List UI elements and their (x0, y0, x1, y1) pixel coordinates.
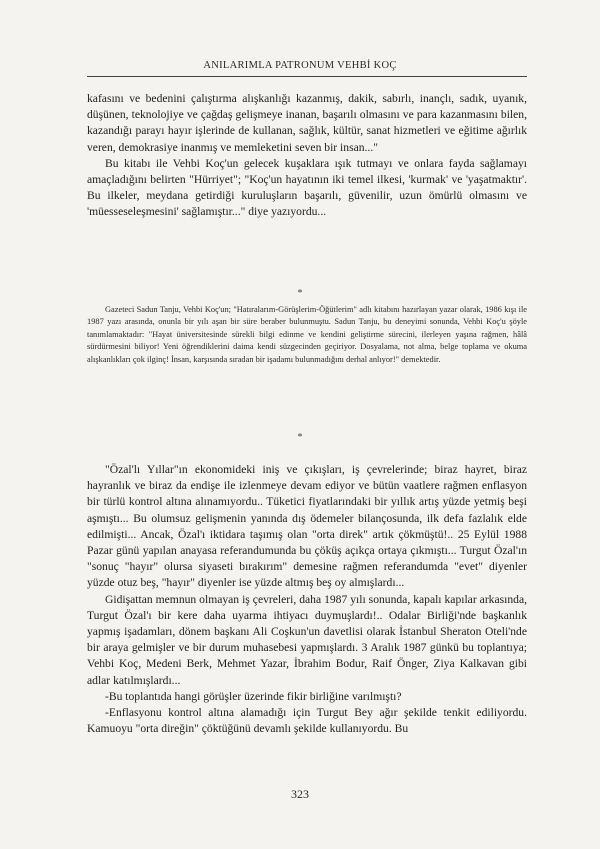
running-head: ANILARIMLA PATRONUM VEHBİ KOÇ (203, 60, 397, 71)
footnote-text: Gazeteci Sadun Tanju, Vehbi Koç'un; "Hatıralarım-Görüşlerim-Öğütlerim" adlı kitabını hazırlayan yazar olarak, 1986 kışı ile 1987 yazı arasında, onunla bir yılı aşan bir süre beraber bulunmuştu. Sadun Tanju, bu deneyimi sonunda, Vehbi Koç'u şöyle tanımlamaktadır: "Hayat üniversitesinde sürekli bilgi edinme ve kendini geliştirme sürecini, ilerleyen yaşına rağmen, hâlâ sürdürmesini biliyor! Yeni öğrendiklerini daima kendi süzgecinden geçiriyor. Dosyalama, not alma, belge toplama ve okuma alışkanlıkları çok ilginç! İnsan, karşısında sıradan bir işadamı bulunmadığını derhal anlıyor!" demektedir. (87, 305, 527, 364)
paragraph: "Özal'lı Yıllar"ın ekonomideki iniş ve çıkışları, iş çevrelerinde; biraz hayret, biraz hayranlık ve biraz da endişe ile izlenmeye devam ediyor ve bütün vaatlere rağmen enflasyon bir türlü kontrol altına alınamıyordu.. Tüketici fiyatlarındaki bir yıllık artış yüzde yetmiş beşi aşmıştı... Bu olumsuz gelişmenin yanında dış ödemeler bilançosunda, ilk defa fazlalık elde edilmişti... Ancak, Özal'ı iktidara taşımış olan "orta direk" artık çökmüştü!.. 25 Eylül 1988 Pazar günü yapılan anayasa referandumunda bu çöküş açıkça ortaya çıkmıştı... Turgut Özal'ın "sonuç "hayır" olursa siyaseti bırakırım" demesine rağmen referandumda "evet" diyenler yüzde otuz beş, "hayır" diyenler ise yüzde altmış beş oy almışlardı... (87, 463, 527, 590)
body-text-bottom (87, 462, 527, 737)
header-rule (87, 76, 527, 77)
paragraph: -Bu toplantıda hangi görüşler üzerinde fikir birliğine varılmıştı? (105, 689, 402, 703)
page-number: 323 (291, 787, 309, 801)
paragraph: Gidişattan memnun olmayan iş çevreleri, daha 1987 yılı sonunda, kapalı kapılar arkasında, Turgut Özal'ı bir kere daha uyarma ihtiyacı duymuşlardı!.. Odalar Birliği'nde başkanlık yapmış işadamları, dönem başkanı Ali Coşkun'un davetlisi olarak İstanbul Sheraton Oteli'nde bir araya gelmişler ve bir durum muhasebesi yapmışlardı. 3 Aralık 1987 günkü bu toplantıya; Vehbi Koç, Medeni Berk, Mehmet Yazar, İbrahim Bodur, Raif Önger, Ziya Kalkavan gibi adlar katılmışlardı... (87, 592, 527, 687)
paragraph: kafasını ve bedenini çalıştırma alışkanlığı kazanmış, dakik, sabırlı, inançlı, sadık, uyanık, düşünen, teknolojiye ve çağdaş gelişmeye inanan, başarılı olmasını ve para kazanmasını bilen, kazandığı parayı hayır işlerinde de kullanan, sağlık, kültür, sanat hizmetleri ve eğitime ağırlık veren, demokrasiye inanmış ve memleketini seven bir insan..." (87, 92, 527, 154)
section-separator: * (297, 288, 303, 299)
section-separator: * (297, 432, 303, 443)
footnote-block (87, 304, 527, 366)
paragraph: Bu kitabı ile Vehbi Koç'un gelecek kuşaklara ışık tutmayı ve onlara fayda sağlamayı amaçladığını belirten "Hürriyet"; "Koç'un hayatının iki temel ilkesi, 'kurmak' ve 'yaşatmaktır'. Bu ilkeler, meydana getirdiği kuruluşların başarılı, güvenilir, uzun ömürlü olmasını ve 'müesseseleşmesini' sağlamıştır..." diye yazıyordu... (87, 156, 527, 219)
paragraph: -Enflasyonu kontrol altına alamadığı için Turgut Bey ağır şekilde tenkit ediliyordu. Kamuoyu "orta direğin" çöktüğünü devamlı şekilde kullanıyordu. Bu (87, 706, 527, 736)
body-text-top (87, 91, 527, 221)
